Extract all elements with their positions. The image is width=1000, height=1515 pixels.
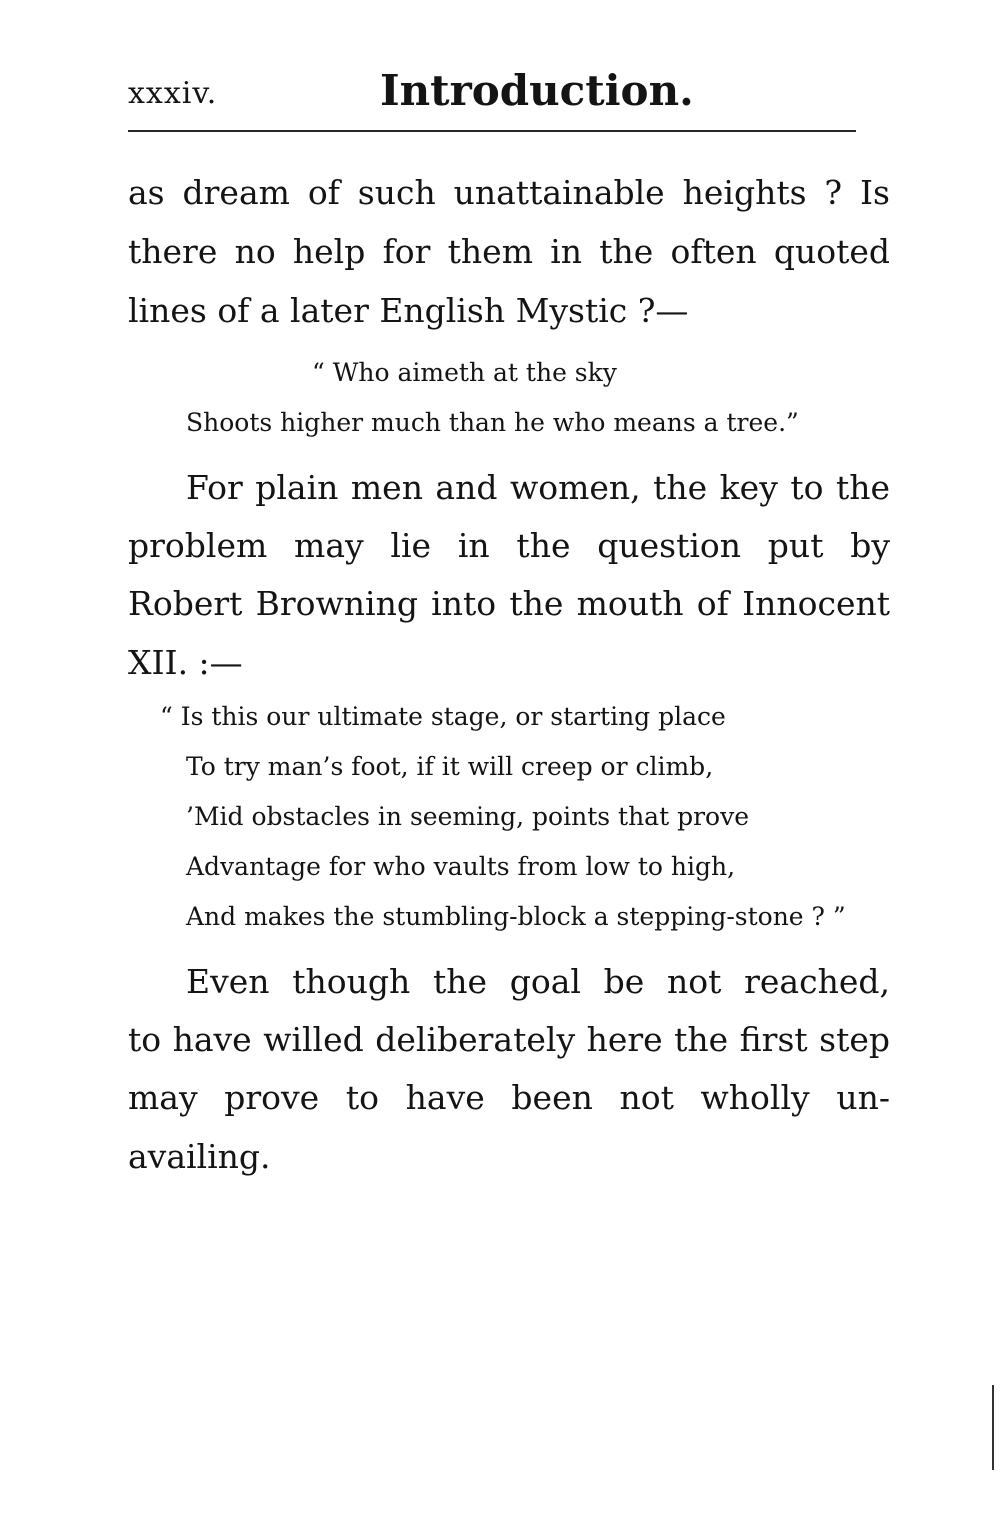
verse-line: “ Who aimeth at the sky <box>312 358 617 387</box>
verse-line: To try man’s foot, if it will creep or climb, <box>186 752 714 781</box>
page-number: xxxiv. <box>128 76 218 111</box>
text-line: to have willed deliberately here the first step <box>128 1020 890 1059</box>
verse-line: And makes the stumbling-block a stepping-stone ? ” <box>186 902 846 931</box>
text-line: problem may lie in the question put by <box>128 526 890 565</box>
text-line: availing. <box>128 1137 271 1176</box>
verse-line: Advantage for who vaults from low to high, <box>186 852 736 881</box>
header-rule <box>128 130 856 132</box>
text-line: Robert Browning into the mouth of Innocent <box>128 584 890 623</box>
verse-line: Shoots higher much than he who means a tree.” <box>186 408 799 437</box>
page-edge-mark <box>992 1385 994 1470</box>
text-line: Even though the goal be not reached, <box>186 962 890 1001</box>
text-line: may prove to have been not wholly un- <box>128 1078 890 1117</box>
text-line: For plain men and women, the key to the <box>186 468 890 507</box>
running-title: Introduction. <box>380 66 694 115</box>
text-line: lines of a later English Mystic ?— <box>128 291 689 330</box>
verse-line: “ Is this our ultimate stage, or starting place <box>160 702 726 731</box>
verse-line: ’Mid obstacles in seeming, points that prove <box>186 802 750 831</box>
text-line: as dream of such unattainable heights ? Is <box>128 173 890 212</box>
text-line: there no help for them in the often quoted <box>128 232 890 271</box>
text-line: XII. :— <box>128 643 243 682</box>
